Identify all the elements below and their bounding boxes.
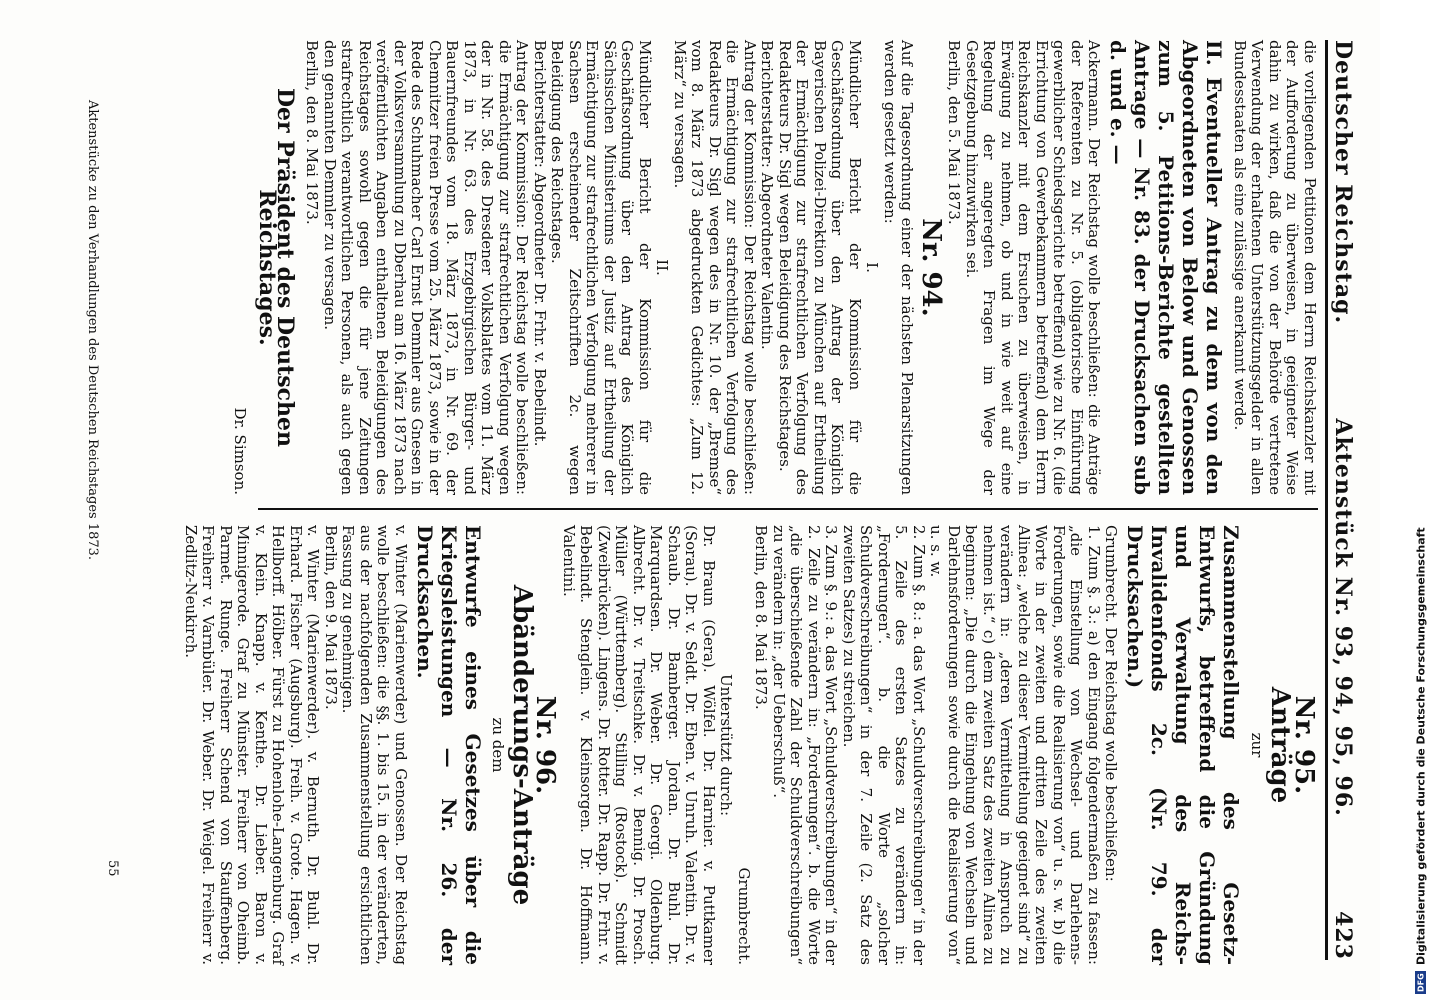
page-header [1330, 40, 1370, 960]
signers-list: v. Winter (Marienwerder). v. Bernuth. Dr. Buhl. Dr. Erhard. Fischer (Augsburg). Freih. v. Grote. Hagen. v. Hellborff. Hölber. Fürst zu Hohenlohe-Langenburg. Graf v. Klein. Knapp. v. Kenthe. Dr. Lieber. Baron v. Minnigerode. Graf zu Münster. Freiherr von Oheimb. Parmet. Runge. Freiherr Schend von Stauffenberg. Freiherr v. Varnbüler. Dr. Weber. Dr. Weigel. Freiherr v. Zedlitz-Neukirch. [182, 525, 323, 965]
zu-dem-label: zu dem [489, 717, 508, 773]
nr94-intro: Auf die Tagesordnung einer der nächsten Plenarsitzungen werden gesetzt werden: [881, 40, 917, 495]
header-middle: Aktenstück Nr. 93, 94, 95, 96. [1330, 418, 1356, 817]
grumbrecht-signature: Grumbrecht. [735, 867, 753, 965]
header-left: Deutscher Reichstag. [1330, 40, 1356, 325]
grumbrecht-motion: Grumbrecht. Der Reichstag wolle beschließen: [1102, 525, 1121, 882]
digitization-credit-text: Digitalisierung gefördert durch die Deutsche Forschungsgemeinschaft [1414, 527, 1428, 966]
bottom-page-number: 55 [105, 860, 120, 877]
nr95-heading: Nr. 95. [1289, 695, 1319, 795]
date-4: Berlin, den 9. Mai 1873. [322, 525, 340, 710]
item-2: Mündlicher Bericht der Kommission für die Geschäftsordnung über den Antrag des Königlich Sächsischen Ministeriums der Justiz auf Ertheilung der Ermächtigung zur strafrechtlichen Verfolgung mehrerer in Sachsen erscheinender Zeitschriften 2c. wegen Beleidigung des Reichstages. [548, 40, 654, 495]
roman-2: II. [653, 259, 672, 276]
abaenderung-heading: Abänderungs-Anträge [507, 584, 537, 906]
left-column [231, 40, 1319, 495]
item-2-reporter: Berichterstatter: Abgeordneter Dr. Frhr. v. Bebelindt. [531, 40, 549, 447]
amendment-1: 1. Zum §. 3.: a) den Eingang folgendermaßen zu fassen: „die Einstellung von Wechsel- und Darlehens-Forderungen, sowie die Realisierung von“ u. s. w. b) die Worte in der zweiten und dritten Zeile des zweiten Alinea: „welche zu dieser Vermittelung geeignet sind“ zu verändern in: „deren Vermittelung in Anspruch zu nehmen ist.“ c) dem zweiten Satz des zweiten Alinea zu beginnen: „Die durch die Eingehung von Wechseln und Darlehnsforderungen sowie durch die Realisierung von“ u. s. w. [927, 525, 1103, 965]
right-column [182, 525, 1319, 965]
zur-label: zur [1248, 732, 1266, 758]
roman-1: I. [863, 262, 882, 273]
item-2-motion: Antrag der Kommission: Der Reichstag wolle beschließen: die Ermächtigung zur strafrechtlichen Verfolgung wegen der in Nr. 58. des Dresdener Volksblattes vom 11. März 1873, in Nr. 63. des Erzgebirgischen Bürger- und Bauernfreundes vom 18. März 1873, in Nr. 69. der Chemnitzer freien Presse vom 25. März 1873, sowie in der Rede des Schuhmacher Carl Ernst Demmler aus Gnesen in der Volksversammlung zu Dberhau am 16. März 1873 nach veröffentlichten Angaben enthaltenen Beleidigungen des Reichstages sowohl gegen die für jene Zeitungen strafrechtlich verantwortlichen Personen, als auch gegen den genannten Demmler zu versagen. [321, 40, 532, 495]
header-rule [1325, 40, 1328, 960]
date-1: Berlin, den 5. Mai 1873. [945, 40, 964, 225]
digitization-credit [1410, 0, 1432, 1000]
footnote: Aktenstücke zu den Verhandlungen des Deutschen Reichstages 1873. [85, 100, 100, 561]
item-1: Mündlicher Bericht der Kommission für die Geschäftsordnung über den Antrag der Königlich Bayerischen Polizei-Direktion zu München auf Ertheilung der Ermächtigung zur strafrechtlichen Verfolgung des Redakteurs Dr. Sigl wegen Beleidigung des Reichstages. [776, 40, 864, 495]
intro-paragraph: die vorliegenden Petitionen dem Herrn Reichskanzler mit der Aufforderung zu überweisen, in geeigneter Weise dahin zu wirken, daß die von der Behörde vertretene Verwendung der erhaltenen Unterstützungsgelder in allen Bundesstaaten als eine zulässige anerkannt werde. [1231, 40, 1319, 495]
nr94-heading: Nr. 94. [916, 218, 946, 317]
winter-motion: v. Winter (Marienwerder) und Genossen. Der Reichstag wolle beschließen: die §§. 1. bis 15. in der veränderten, aus der nachfolgenden Zusammenstellung ersichtlichen Fassung zu genehmigen. [339, 525, 410, 965]
nr95-title: Zusammenstellung des Gesetz-Entwurfs, betreffend die Gründung und Verwaltung des Reichs-Invalidenfonds 2c. (Nr. 79. der Drucksachen.) [1123, 525, 1244, 965]
nr96-heading: Nr. 96. [530, 695, 561, 795]
president-title: Der Präsident des Deutschen Reichstages. [254, 87, 298, 448]
amendment-3: 3. Zum §. 9.: a. das Wort „Schuldverschreibungen“ in der 2. Zeile zu verändern in: „Forderungen“. b. die Worte „die überschießende Zahl der Schuldverschreibungen“ zu verändern in: „der Ueberschuß“. [770, 525, 841, 965]
item-1-reporter: Berichterstatter: Abgeordneter Valentin. [758, 40, 777, 350]
supported-by-label: Unterstützt durch: [717, 673, 736, 817]
header-page-number: 423 [1330, 911, 1356, 960]
nr96-title: Entwurfe eines Gesetzes über die Kriegsleistungen — Nr. 26. der Drucksachen. [413, 525, 485, 965]
antraege-heading: Anträge [1265, 686, 1296, 804]
date-2: Berlin, den 8. Mai 1873. [303, 40, 322, 225]
date-3: Berlin, den 8. Mai 1873. [752, 525, 771, 710]
supporters-list: Dr. Braun (Gera). Wölfel. Dr. Harnier. v. Puttkamer (Sorau). Dr. v. Seldt. Dr. Eben. v. Unruh. Valentin. Dr. v. Schaub. Dr. Bamberger. Jordan. Dr. Buhl. Dr. Marquardsen. Dr. Weber. Dr. Georgi. Oldenburg. Albrecht. Dr. v. Treitschke. Dr. v. Bennig. Dr. Prosch. Müller (Württemberg). Stilling (Rostock). Schmidt (Zweibrücken). Lingens. Dr. Rotter. Dr. Rapp. Dr. Frhr. v. Bebelindt. Stenglein. v. Kleinsorgen. Dr. Hoffmann. Valentini. [560, 525, 718, 965]
amendment-2: 2. Zum §. 8.: a. das Wort „Schuldverschreibungen“ in der 5. Zeile des ersten Satzes zu verändern in: „Forderungen“. b. die Worte „solcher Schuldverschreibungen“ in der 7. Zeile (2. Satz des zweiten Satzes) zu streichen. [840, 525, 928, 965]
item-1-motion: Antrag der Kommission: Der Reichstag wolle beschließen: die Ermächtigung zur strafrechtlichen Verfolgung des Redakteurs Dr. Sigl wegen des in Nr. 10. der „Bremse“ vom 8. März 1873 abgedruckten Gedichtes: „Zum 12. März“ zu versagen. [671, 40, 759, 495]
section-title: II. Eventueller Antrag zu dem von den Abgeordneten von Below und Genossen zum 5. Petitions-Berichte gestellten Antrage — Nr. 83. der Drucksachen sub d. und e. — [1106, 40, 1227, 495]
dfg-logo-icon: DFG [1416, 973, 1426, 992]
column-divider [258, 508, 1318, 510]
simson-signature: Dr. Simson. [231, 407, 249, 495]
ackermann-motion: Ackermann. Der Reichstag wolle beschließen: die Anträge der Referenten zu Nr. 5. (obligatorische Einführung gewerblicher Schiedsgerichte betreffend) wie zu Nr. 6. (die Errichtung von Gewerbekammern betreffend) dem Herrn Reichskanzler mit dem Ersuchen zu überweisen, in Erwägung zu nehmen, ob und in wie weit auf eine Regelung der angeregten Fragen im Wege der Gesetzgebung hinzuwirken sei. [963, 40, 1104, 495]
